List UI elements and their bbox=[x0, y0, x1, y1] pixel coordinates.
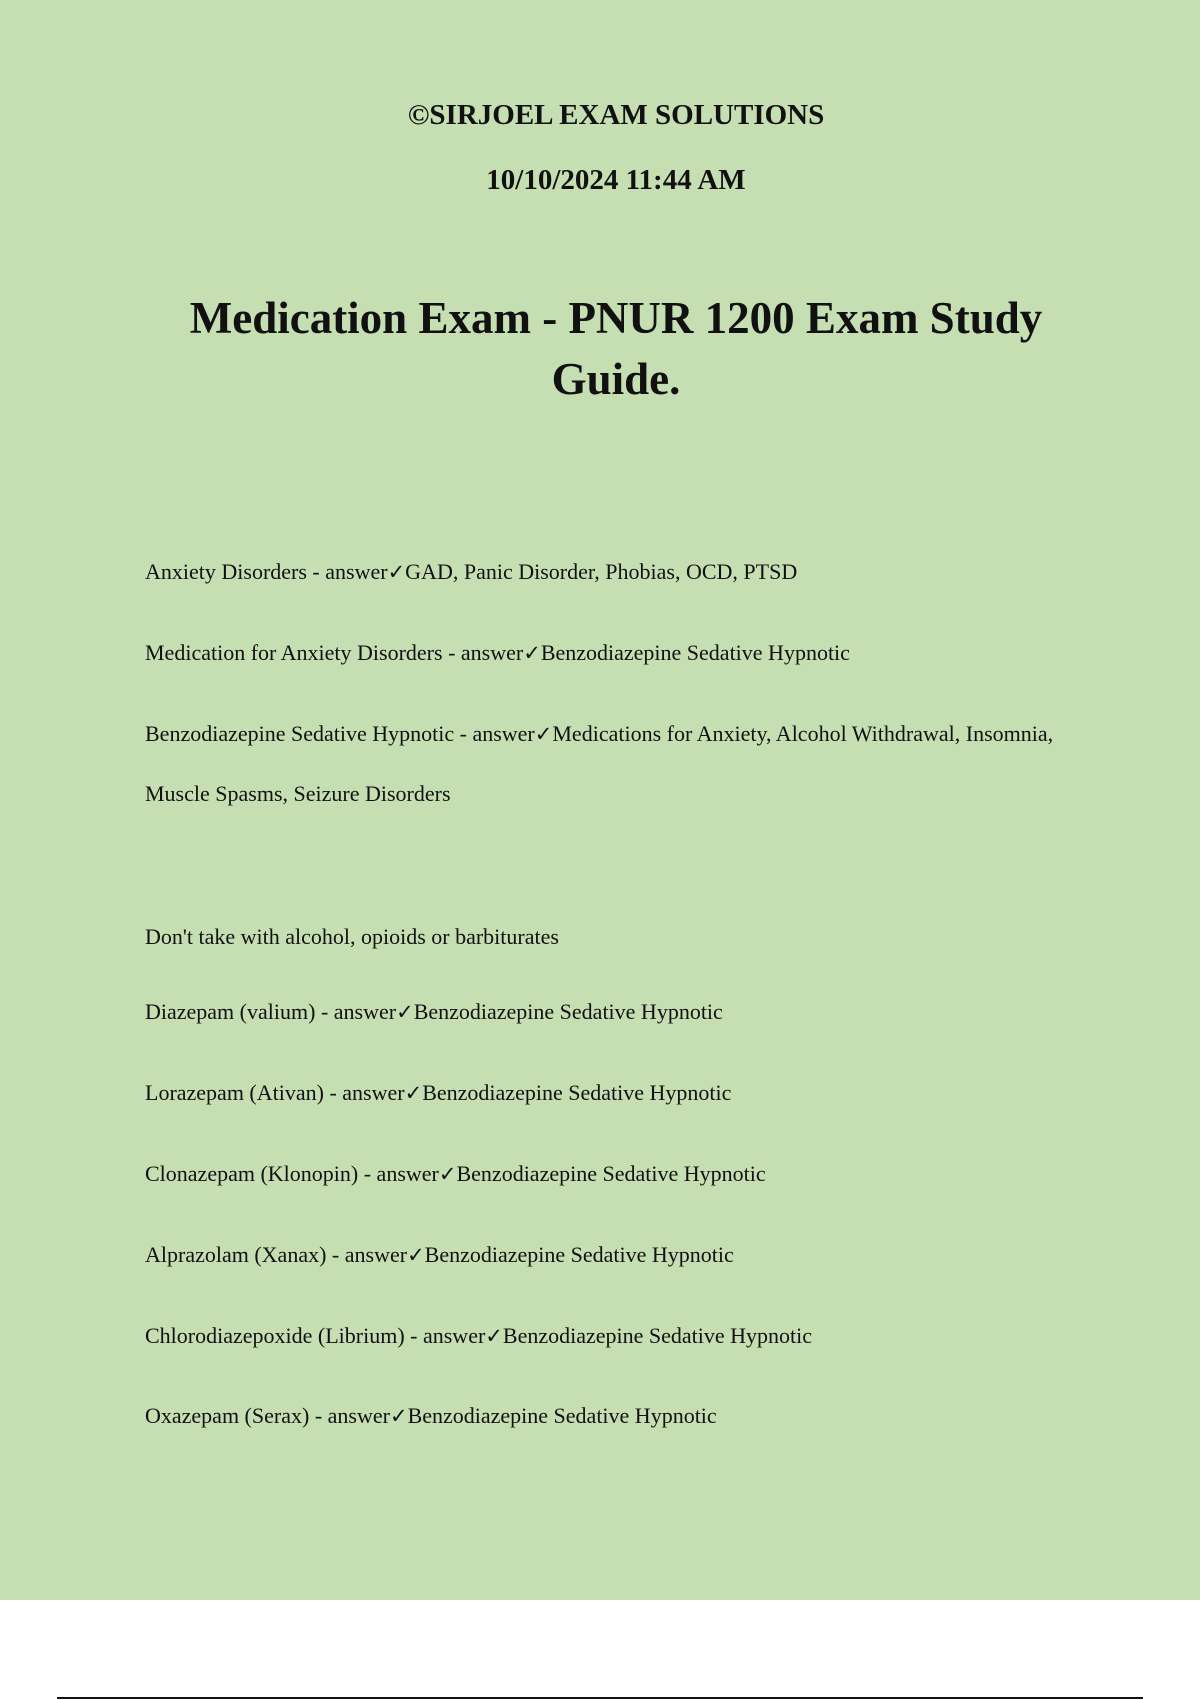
drug-name: Clonazepam (Klonopin) bbox=[145, 1161, 359, 1186]
checkmark-icon: ✓ bbox=[407, 1243, 425, 1267]
drug-class: Benzodiazepine Sedative Hypnotic bbox=[424, 1242, 734, 1267]
checkmark-icon: ✓ bbox=[396, 1000, 414, 1024]
checkmark-icon: ✓ bbox=[485, 1324, 503, 1348]
checkmark-icon: ✓ bbox=[438, 1162, 457, 1186]
drug-entry bbox=[145, 1144, 1075, 1204]
drug-entry bbox=[145, 1063, 1075, 1123]
checkmark-icon: ✓ bbox=[404, 1081, 423, 1105]
drug-name: Oxazepam (Serax) bbox=[145, 1403, 310, 1428]
document-title: Medication Exam - PNUR 1200 Exam Study Guide. bbox=[189, 293, 1043, 404]
entry-separator: - answer bbox=[323, 1080, 405, 1105]
qa-entry bbox=[145, 623, 1075, 683]
footer-divider bbox=[57, 1697, 1143, 1699]
drug-entry bbox=[145, 1225, 1075, 1285]
entry-term: Benzodiazepine Sedative Hypnotic bbox=[145, 721, 455, 746]
warning-note: Don't take with alcohol, opioids or barbiturates bbox=[145, 924, 559, 949]
entry-separator: - answer bbox=[404, 1323, 486, 1348]
entry-separator: - answer bbox=[309, 1403, 390, 1428]
drug-class: Benzodiazepine Sedative Hypnotic bbox=[407, 1403, 717, 1428]
entry-term: Medication for Anxiety Disorders bbox=[145, 640, 443, 665]
drug-class: Benzodiazepine Sedative Hypnotic bbox=[422, 1080, 732, 1105]
checkmark-icon: ✓ bbox=[389, 1404, 408, 1428]
entry-term: Anxiety Disorders bbox=[145, 559, 307, 584]
entry-answer: Medications for Anxiety, Alcohol Withdrawal, Insomnia, Muscle Spasms, Seizure Disorders bbox=[145, 721, 1054, 806]
entry-answer: Benzodiazepine Sedative Hypnotic bbox=[540, 640, 850, 665]
company-header: ©SIRJOEL EXAM SOLUTIONS bbox=[407, 99, 825, 131]
drug-name: Diazepam (valium) bbox=[145, 999, 316, 1024]
entry-separator: - answer bbox=[315, 999, 397, 1024]
drug-name: Chlorodiazepoxide (Librium) bbox=[145, 1323, 405, 1348]
entry-separator: - answer bbox=[442, 640, 524, 665]
drug-class: Benzodiazepine Sedative Hypnotic bbox=[413, 999, 723, 1024]
drug-entry bbox=[145, 982, 1075, 1042]
drug-entry bbox=[145, 1306, 1075, 1366]
checkmark-icon: ✓ bbox=[387, 560, 406, 584]
entry-separator: - answer bbox=[326, 1242, 408, 1267]
drug-entry bbox=[145, 1386, 1075, 1446]
document-datetime: 10/10/2024 11:44 AM bbox=[486, 164, 746, 196]
checkmark-icon: ✓ bbox=[534, 722, 553, 746]
entry-separator: - answer bbox=[454, 721, 535, 746]
qa-entry bbox=[145, 704, 1075, 824]
drug-name: Alprazolam (Xanax) bbox=[145, 1242, 327, 1267]
qa-entry bbox=[145, 542, 1075, 602]
entry-separator: - answer bbox=[306, 559, 388, 584]
drug-class: Benzodiazepine Sedative Hypnotic bbox=[456, 1161, 766, 1186]
checkmark-icon: ✓ bbox=[523, 641, 541, 665]
drug-name: Lorazepam (Ativan) bbox=[145, 1080, 324, 1105]
drug-class: Benzodiazepine Sedative Hypnotic bbox=[502, 1323, 813, 1348]
entry-separator: - answer bbox=[358, 1161, 439, 1186]
entry-answer: GAD, Panic Disorder, Phobias, OCD, PTSD bbox=[405, 559, 798, 584]
